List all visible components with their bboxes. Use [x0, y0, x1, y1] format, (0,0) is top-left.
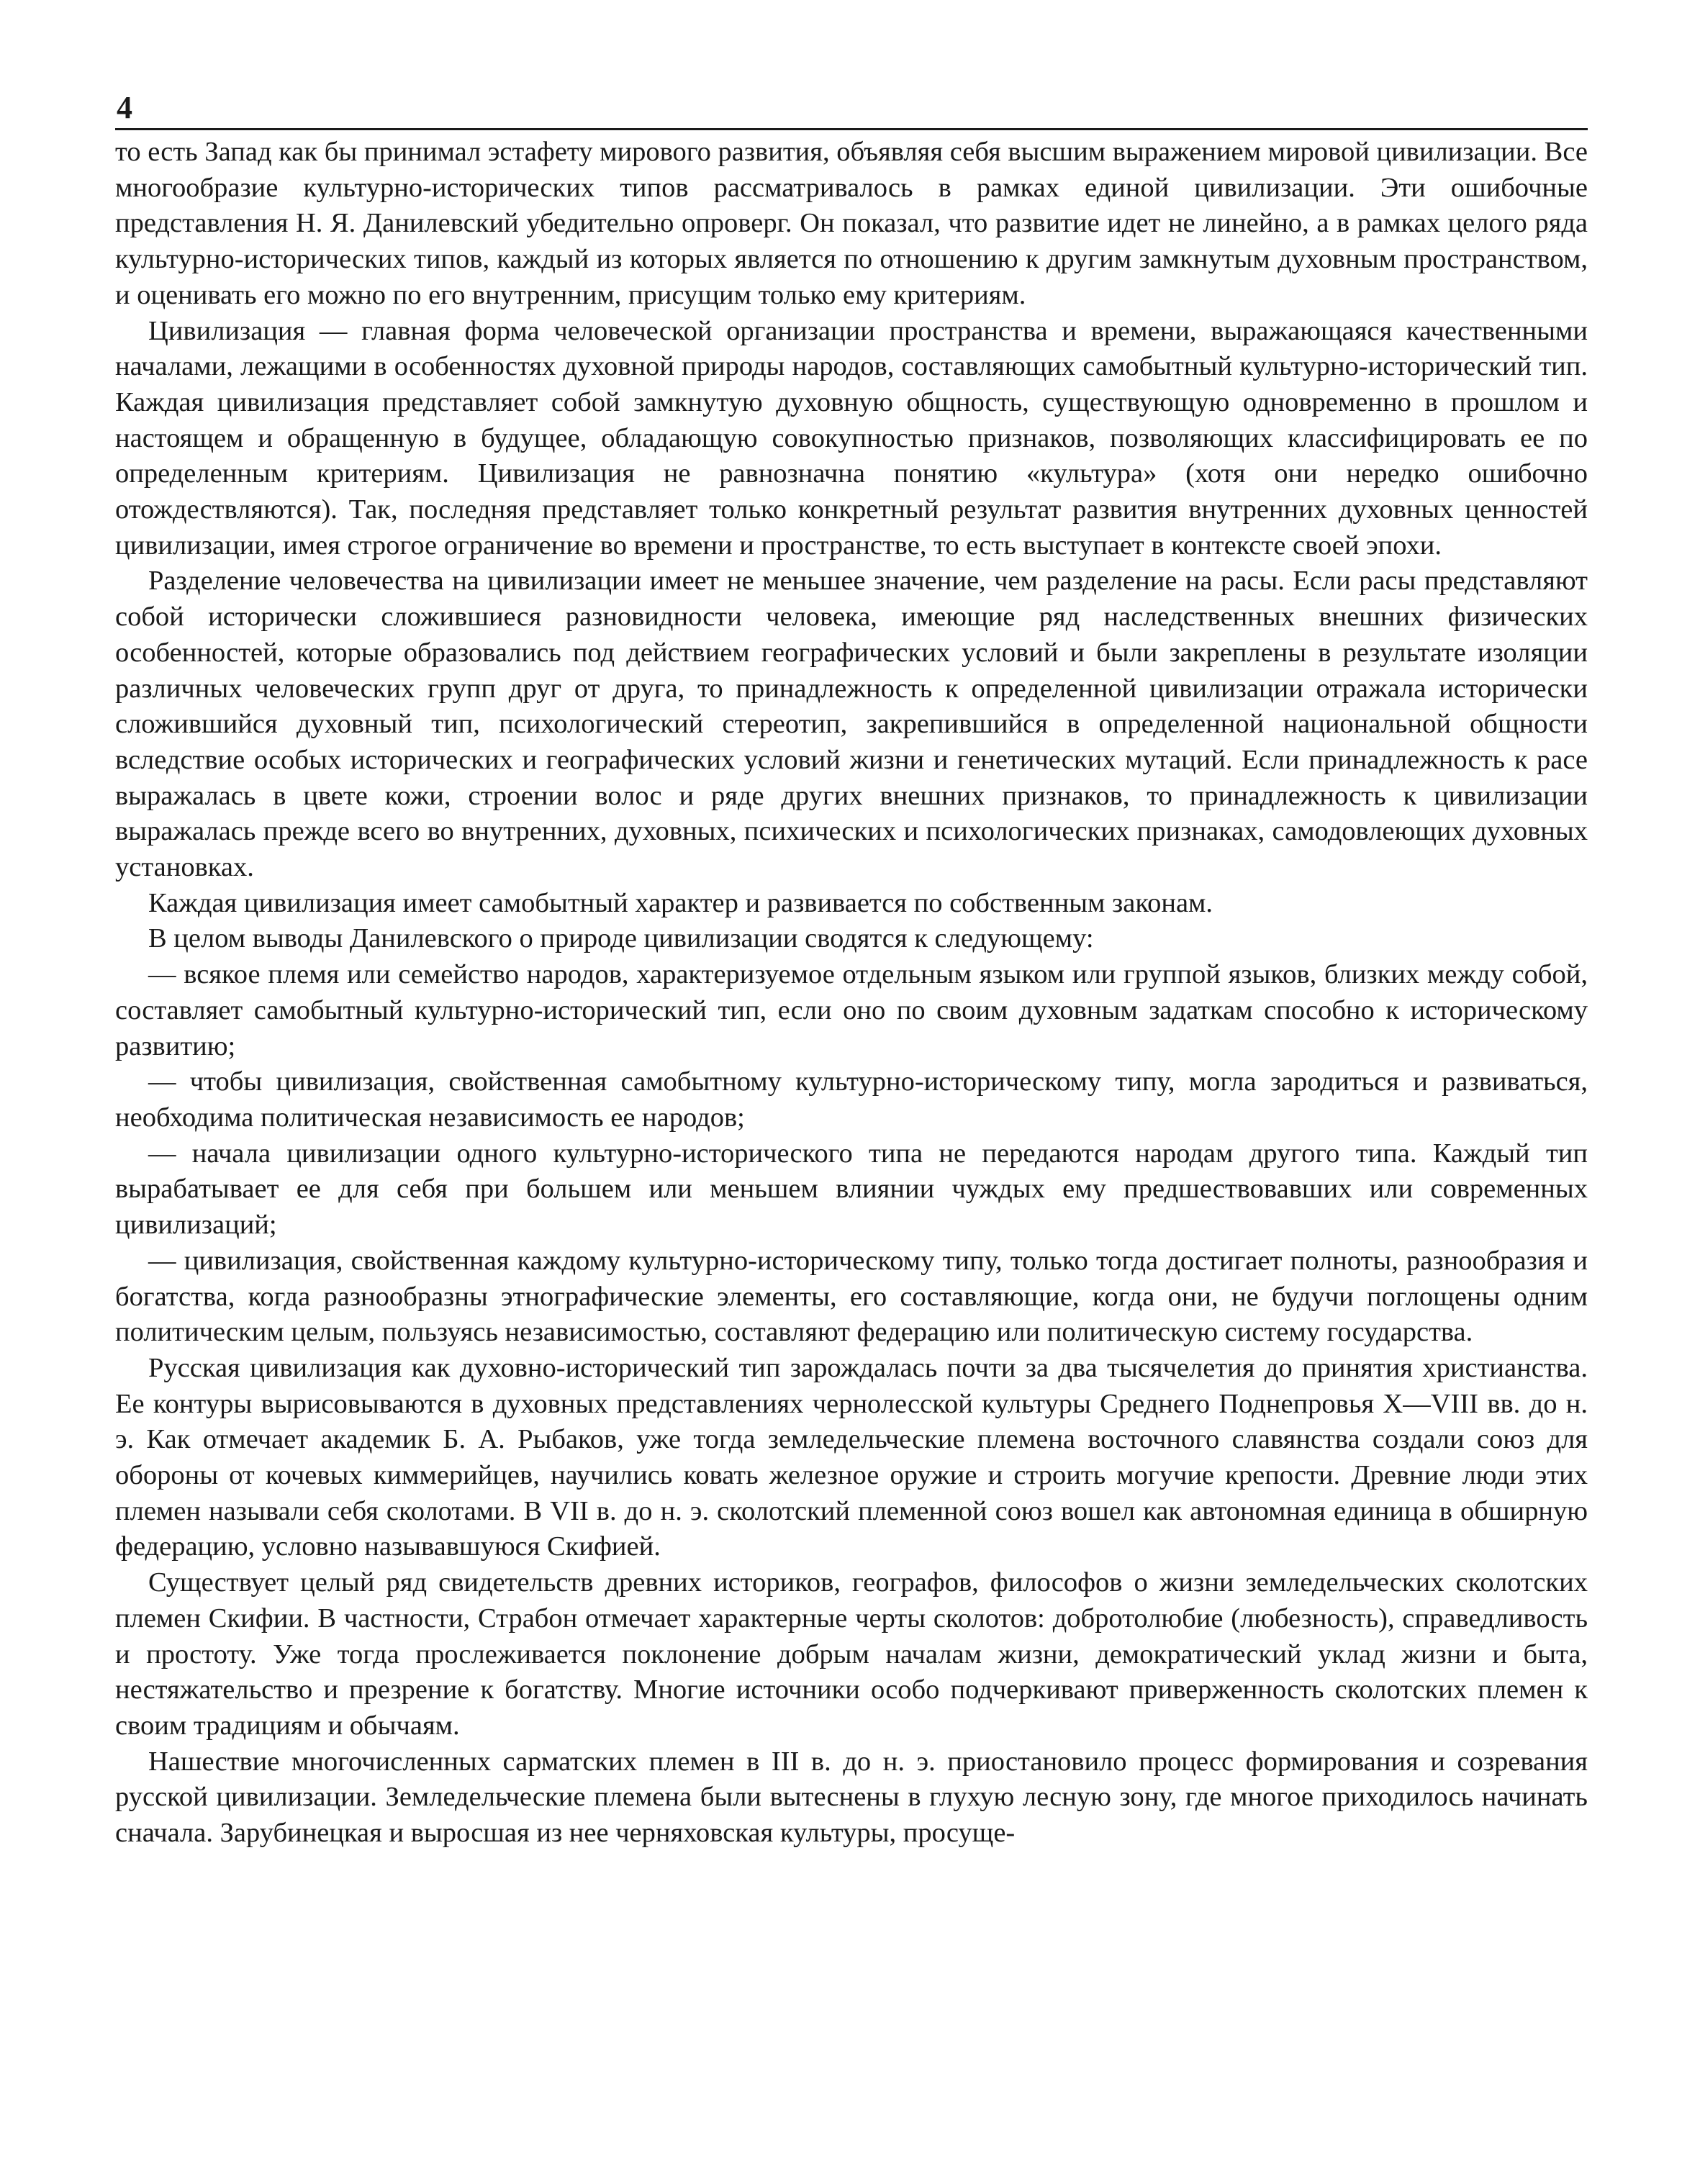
- paragraph-3: Разделение человечества на цивилизации имеет не меньшее значение, чем разделение на расы. Если расы представляют собой исторически сложившиеся разновидности человека, имеющие ряд наследственных внешних физических особенностей, которые образовались под действием географических условий и были закреплены в результате изоляции различных человеческих групп друг от друга, то принадлежность к определенной цивилизации отражала исторически сложившийся духовный тип, психологический стереотип, закрепившийся в определенной национальной общности вследствие особых исторических и географических условий жизни и генетических мутаций. Если принадлежность к расе выражалась в цвете кожи, строении волос и ряде других внешних признаков, то принадлежность к цивилизации выражалась прежде всего во внутренних, духовных, психических и психологических признаках, самодовлеющих духовных установках.: [115, 566, 1588, 883]
- body-text: [115, 135, 1588, 1852]
- list-item-4: — цивилизация, свойственная каждому культурно-историческому типу, только тогда достигает полноты, разнообразия и богатства, когда разнообразны этнографические элементы, его составляющие, когда они, не будучи поглощены одним политическим целым, пользуясь независимостью, составляют федерацию или политическую систему государства.: [115, 1245, 1588, 1348]
- paragraph-4: Каждая цивилизация имеет самобытный характер и развивается по собственным законам.: [148, 887, 1213, 918]
- paragraph-5: В целом выводы Данилевского о природе цивилизации сводятся к следующему:: [148, 923, 1094, 954]
- paragraph-7: Существует целый ряд свидетельств древних историков, географов, философов о жизни земледельческих сколотских племен Скифии. В частности, Страбон отмечает характерные черты сколотов: добротолюбие (любезность), справедливость и простоту. Уже тогда прослеживается поклонение добрым началам жизни, демократический уклад жизни и быта, нестяжательство и презрение к богатству. Многие источники особо подчеркивают приверженность сколотских племен к своим традициям и обычаям.: [115, 1567, 1588, 1741]
- paragraph-8: Нашествие многочисленных сарматских племен в III в. до н. э. приостановило процесс формирования и созревания русской цивилизации. Земледельческие племена были вытеснены в глухую лесную зону, где многое приходилось начинать сначала. Зарубинецкая и выросшая из нее черняховская культуры, просуще-: [115, 1746, 1588, 1849]
- paragraph-6: Русская цивилизация как духовно-исторический тип зарождалась почти за два тысячелетия до принятия христианства. Ее контуры вырисовываются в духовных представлениях чернолесской культуры Среднего Поднепровья X—VIII вв. до н. э. Как отмечает академик Б. А. Рыбаков, уже тогда земледельческие племена восточного славянства создали союз для обороны от кочевых киммерийцев, научились ковать железное оружие и строить могучие крепости. Древние люди этих племен называли себя сколотами. В VII в. до н. э. сколотский племенной союз вошел как автономная единица в обширную федерацию, условно называвшуюся Скифией.: [115, 1352, 1588, 1562]
- list-item-2: — чтобы цивилизация, свойственная самобытному культурно-историческому типу, могла зародиться и развиваться, необходима политическая независимость ее народов;: [115, 1066, 1588, 1133]
- book-page: [115, 85, 1588, 1852]
- list-item-1: — всякое племя или семейство народов, характеризуемое отдельным языком или группой языков, близких между собой, составляет самобытный культурно-исторический тип, если оно по своим духовным задаткам способно к историческому развитию;: [115, 959, 1588, 1061]
- page-number: 4: [117, 90, 132, 125]
- list-item-3: — начала цивилизации одного культурно-исторического типа не передаются народам другого типа. Каждый тип вырабатывает ее для себя при большем или меньшем влиянии чуждых ему предшествовавших или современных цивилизаций;: [115, 1138, 1588, 1241]
- paragraph-1: то есть Запад как бы принимал эстафету мирового развития, объявляя себя высшим выражением мировой цивилизации. Все многообразие культурно-исторических типов рассматривалось в рамках единой цивилизации. Эти ошибочные представления Н. Я. Данилевский убедительно опроверг. Он показал, что развитие идет не линейно, а в рамках целого ряда культурно-исторических типов, каждый из которых является по отношению к другим замкнутым духовным пространством, и оценивать его можно по его внутренним, присущим только ему критериям.: [115, 137, 1588, 310]
- paragraph-2: Цивилизация — главная форма человеческой организации пространства и времени, выражающаяся качественными началами, лежащими в особенностях духовной природы народов, составляющих самобытный культурно-исторический тип. Каждая цивилизация представляет собой замкнутую духовную общность, существующую одновременно в прошлом и настоящем и обращенную в будущее, обладающую совокупностью признаков, позволяющих классифицировать ее по определенным критериям. Цивилизация не равнозначна понятию «культура» (хотя они нередко ошибочно отождествляются). Так, последняя представляет только конкретный результат развития внутренних духовных ценностей цивилизации, имея строгое ограничение во времени и пространстве, то есть выступает в контексте своей эпохи.: [115, 315, 1588, 561]
- page-header: [115, 85, 1588, 130]
